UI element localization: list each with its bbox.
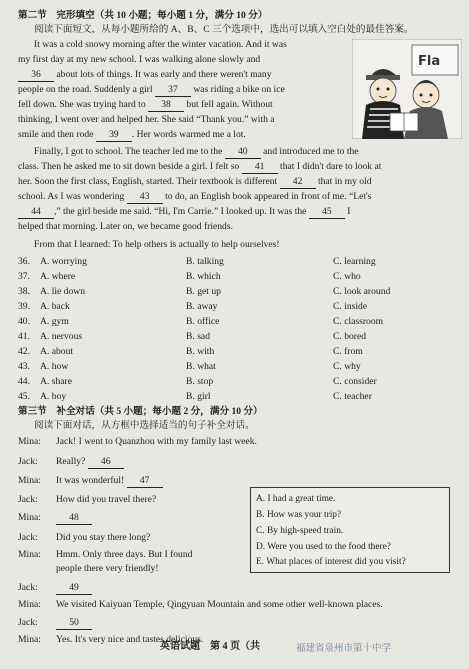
passage-line — [18, 54, 260, 66]
section2-heading: 第二节 完形填空（共 10 小题；每小题 1 分，满分 10 分） — [18, 10, 268, 21]
option-b[interactable]: B. which — [186, 271, 221, 282]
box-choice-b: B. How was your trip? — [256, 510, 342, 520]
option-b[interactable]: B. get up — [186, 286, 221, 297]
text-segment: It was wonderful! — [56, 475, 127, 486]
option-a[interactable]: A. nervous — [40, 331, 83, 342]
dialogue-line — [18, 532, 150, 544]
option-b[interactable]: B. away — [186, 301, 218, 312]
blank-49: 49 — [56, 582, 92, 595]
option-c[interactable]: C. teacher — [333, 391, 372, 402]
option-a[interactable]: A. boy — [40, 391, 67, 402]
text-segment: Really? — [56, 456, 88, 467]
blank-39: 39 — [96, 129, 132, 142]
option-a[interactable]: A. worrying — [40, 256, 87, 267]
option-b[interactable]: B. office — [186, 316, 220, 327]
blank-43: 43 — [127, 191, 163, 204]
blank-50: 50 — [56, 617, 92, 630]
option-c[interactable]: C. classroom — [333, 316, 384, 327]
dialogue-line — [18, 549, 192, 561]
text-segment: people there very friendly! — [56, 563, 159, 574]
question-number[interactable]: 45. — [18, 391, 30, 402]
text-segment: people on the road. Suddenly a girl — [18, 84, 155, 95]
speaker-label: Jack: — [18, 456, 38, 467]
text-segment: fell down. She was trying hard to — [18, 99, 149, 110]
text-segment: smile and then rode — [18, 129, 96, 140]
blank-44: 44 — [18, 206, 54, 219]
option-a[interactable]: A. where — [40, 271, 76, 282]
text-segment: her. Soon the first class, English, started. Their textbook is different — [18, 176, 280, 187]
dialogue-line — [18, 456, 124, 469]
speaker-label: Mina: — [18, 512, 41, 523]
speaker-label: Mina: — [18, 634, 41, 645]
passage-line — [18, 191, 371, 204]
question-number[interactable]: 43. — [18, 361, 30, 372]
answer-choices-box — [250, 487, 450, 573]
passage-line — [18, 221, 233, 233]
speaker-label: Mina: — [18, 436, 41, 447]
blank-48: 48 — [56, 512, 92, 525]
option-a[interactable]: A. how — [40, 361, 69, 372]
speaker-label: Jack: — [18, 494, 38, 505]
text-segment: was riding a bike on ice — [190, 84, 285, 95]
text-segment: that in my old — [315, 176, 372, 187]
question-number[interactable]: 36. — [18, 256, 30, 267]
text-segment: school. As I was wondering — [18, 191, 127, 202]
text-segment: . Her words warmed me a lot. — [131, 129, 246, 140]
question-number[interactable]: 44. — [18, 376, 30, 387]
option-c[interactable]: C. from — [333, 346, 363, 357]
question-number[interactable]: 38. — [18, 286, 30, 297]
speaker-label: Jack: — [18, 582, 38, 593]
option-c[interactable]: C. look around — [333, 286, 391, 297]
text-segment: that I didn't dare to look at — [277, 161, 382, 172]
blank-40: 40 — [225, 146, 261, 159]
text-segment: We visited Kaiyuan Temple, Qingyuan Mountain and some other well-known places. — [56, 599, 383, 610]
question-number[interactable]: 37. — [18, 271, 30, 282]
passage-line — [18, 69, 272, 82]
passage-line — [34, 146, 359, 159]
question-number[interactable]: 42. — [18, 346, 30, 357]
option-c[interactable]: C. inside — [333, 301, 368, 312]
option-a[interactable]: A. share — [40, 376, 72, 387]
text-segment: Jack! I went to Quanzhou with my family last week. — [56, 436, 257, 447]
blank-41: 41 — [242, 161, 278, 174]
option-a[interactable]: A. gym — [40, 316, 69, 327]
text-segment: How did you travel there? — [56, 494, 157, 505]
dialogue-line — [18, 512, 92, 525]
blank-46: 46 — [88, 456, 124, 469]
passage-line — [18, 114, 275, 126]
dialogue-line — [18, 563, 159, 575]
speaker-label: Jack: — [18, 617, 38, 628]
box-choice-e: E. What places of interest did you visit? — [256, 557, 406, 567]
section3-heading: 第三节 补全对话（共 5 小题；每小题 2 分，满分 10 分） — [18, 406, 263, 417]
passage-line — [18, 129, 246, 142]
illustration-image — [352, 39, 462, 139]
passage-line — [34, 239, 280, 251]
passage-line — [34, 39, 287, 51]
box-choice-a: A. I had a great time. — [256, 494, 336, 504]
passage-line — [18, 176, 372, 189]
option-b[interactable]: B. stop — [186, 376, 214, 387]
passage-line — [18, 84, 285, 97]
option-a[interactable]: A. lie down — [40, 286, 86, 297]
question-number[interactable]: 39. — [18, 301, 30, 312]
blank-45: 45 — [309, 206, 345, 219]
blank-37: 37 — [155, 84, 191, 97]
section2-instruction: 阅读下面短文，从每小题所给的 A、B、C 三个选项中，选出可以填入空白处的最佳答案。 — [34, 24, 414, 35]
question-number[interactable]: 41. — [18, 331, 30, 342]
section3-instruction: 阅读下面对话，从方框中选择适当的句子补全对话。 — [34, 420, 255, 431]
blank-36: 36 — [18, 69, 54, 82]
text-segment: my first day at my new school. I was walking alone slowly and — [18, 54, 261, 65]
blank-38: 38 — [148, 99, 184, 112]
text-segment: about lots of things. It was early and there weren't many — [54, 69, 272, 80]
option-b[interactable]: B. girl — [186, 391, 211, 402]
option-c[interactable]: C. who — [333, 271, 361, 282]
dialogue-line — [18, 582, 92, 595]
option-a[interactable]: A. back — [40, 301, 70, 312]
passage-line — [18, 206, 350, 219]
speaker-label: Mina: — [18, 475, 41, 486]
option-b[interactable]: B. with — [186, 346, 215, 357]
text-segment: and introduced me to the — [260, 146, 359, 157]
question-number[interactable]: 40. — [18, 316, 30, 327]
blank-42: 42 — [280, 176, 316, 189]
text-segment: ,” the girl beside me said. “Hi, I'm Carrie.” I looked up. It was the — [54, 206, 309, 217]
dialogue-line — [18, 617, 92, 630]
blank-47: 47 — [127, 475, 163, 488]
text-segment: I — [344, 206, 351, 217]
text-segment: Did you stay there long? — [56, 532, 151, 543]
text-segment: It was a cold snowy morning after the winter vacation. And it was — [34, 39, 287, 50]
passage-line — [18, 161, 381, 174]
box-choice-c: C. By high-speed train. — [256, 526, 344, 536]
text-segment: From that I learned: To help others is actually to help ourselves! — [34, 239, 280, 250]
text-segment: Finally, I got to school. The teacher led me to the — [34, 146, 225, 157]
option-c[interactable]: C. consider — [333, 376, 377, 387]
option-b[interactable]: B. sad — [186, 331, 210, 342]
text-segment: Yes. It's very nice and tastes delicious. — [56, 634, 204, 645]
svg-text:Fla: Fla — [418, 54, 441, 69]
speaker-label: Mina: — [18, 549, 41, 560]
dialogue-line — [18, 436, 257, 448]
dialogue-line — [18, 494, 156, 506]
speaker-label: Mina: — [18, 599, 41, 610]
school-watermark: 福建省泉州市第十中学 — [296, 644, 392, 654]
option-a[interactable]: A. about — [40, 346, 74, 357]
text-segment: to do, an English book appeared in front of me. “Let's — [162, 191, 372, 202]
text-segment: but fell again. Without — [184, 99, 273, 110]
speaker-label: Jack: — [18, 532, 38, 543]
option-c[interactable]: C. bored — [333, 331, 367, 342]
text-segment: helped that morning. Later on, we became good friends. — [18, 221, 233, 232]
passage-line — [18, 99, 273, 112]
dialogue-line — [18, 599, 383, 611]
text-segment: class. Then he asked me to sit down beside a girl. I felt so — [18, 161, 242, 172]
text-segment: thinking, I went over and helped her. She said “Thank you.” with a — [18, 114, 275, 125]
option-b[interactable]: B. talking — [186, 256, 224, 267]
page-footer: 英语试题 第 4 页（共 — [160, 641, 260, 652]
option-c[interactable]: C. why — [333, 361, 361, 372]
dialogue-line — [18, 475, 163, 488]
option-b[interactable]: B. what — [186, 361, 216, 372]
box-choice-d: D. Were you used to the food there? — [256, 542, 391, 552]
text-segment: Hmm. Only three days. But I found — [56, 549, 193, 560]
option-c[interactable]: C. learning — [333, 256, 376, 267]
